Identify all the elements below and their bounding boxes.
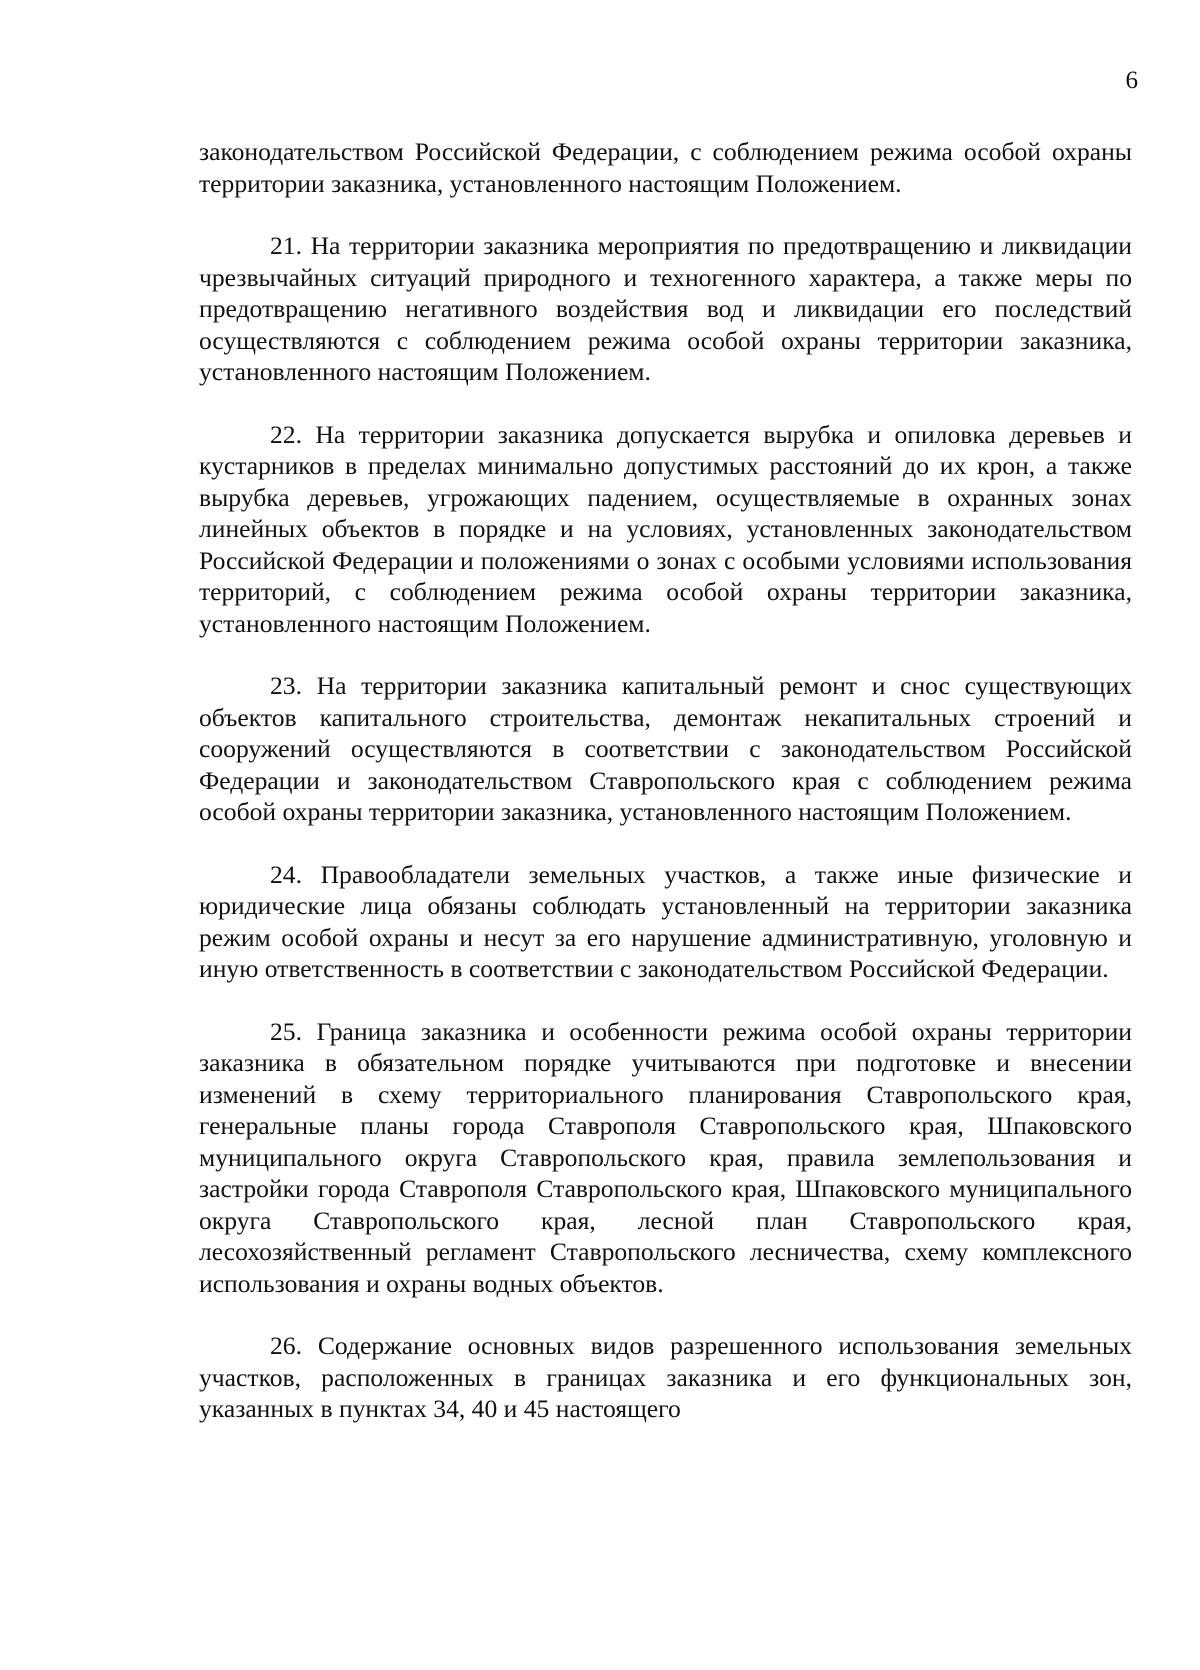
paragraph-25: 25. Граница заказника и особенности режима особой охраны территории заказника в обязательном порядке учитываются при подготовке и внесении изменений в схему территориального планирования Ставропольского края, генеральные планы города Ставрополя Ставропольского края, Шпаковского муниципального округа Ставропольского края, правила землепользования и застройки города Ставрополя Ставропольского края, Шпаковского муниципального округа Ставропольского края, лесной план Ставропольского края, лесохозяйственный регламент Ставропольского лесничества, схему комплексного использования и охраны водных объектов.	[199, 1016, 1132, 1298]
paragraph-22: 22. На территории заказника допускается вырубка и опиловка деревьев и кустарников в пределах минимально допустимых расстояний до их крон, а также вырубка деревьев, угрожающих падением, осуществляемые в охранных зонах линейных объектов в порядке и на условиях, установленных законодательством Российской Федерации и положениями о зонах с особыми условиями использования территорий, с соблюдением режима особой охраны территории заказника, установленного настоящим Положением.	[199, 419, 1132, 638]
paragraph-continuation: законодательством Российской Федерации, с соблюдением режима особой охраны территории заказника, установленного настоящим Положением.	[199, 137, 1132, 198]
document-body	[199, 136, 1132, 1425]
paragraph-23: 23. На территории заказника капитальный ремонт и снос существующих объектов капитального строительства, демонтаж некапитальных строений и сооружений осуществляются в соответствии с законодательством Российской Федерации и законодательством Ставропольского края с соблюдением режима особой охраны территории заказника, установленного настоящим Положением.	[199, 671, 1132, 826]
page-number: 6	[1125, 67, 1138, 94]
paragraph-21: 21. На территории заказника мероприятия по предотвращению и ликвидации чрезвычайных ситуаций природного и техногенного характера, а также меры по предотвращению негативного воздействия вод и ликвидации его последствий осуществляются с соблюдением режима особой охраны территории заказника, установленного настоящим Положением.	[199, 231, 1132, 386]
paragraph-26: 26. Содержание основных видов разрешенного использования земельных участков, расположенных в границах заказника и его функциональных зон, указанных в пунктах 34, 40 и 45 настоящего	[199, 1331, 1132, 1423]
paragraph-24: 24. Правообладатели земельных участков, а также иные физические и юридические лица обязаны соблюдать установленный на территории заказника режим особой охраны и несут за его нарушение административную, уголовную и иную ответственность в соответствии с законодательством Российской Федерации.	[199, 859, 1132, 983]
